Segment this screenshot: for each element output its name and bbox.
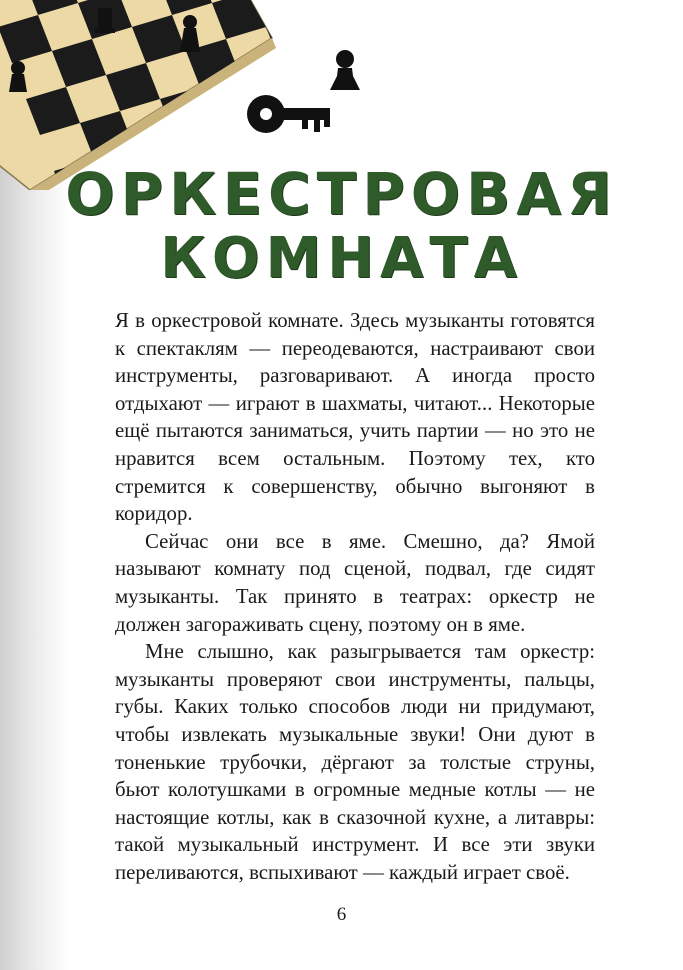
chapter-title-line-1: ОРКЕСТРОВАЯ [65, 160, 618, 228]
chapter-title-line-2: КОМНАТА [160, 226, 523, 291]
key-icon [244, 88, 334, 140]
paragraph: Сейчас они все в яме. Смешно, да? Ямой называют комнату под сценой, подвал, где сидят музыканты. Так принято в театрах: оркестр не должен загораживать сцену, поэтому он в яме. [115, 529, 595, 636]
rook-icon [95, 8, 115, 33]
paragraph: Мне слышно, как разыгрывается там оркестр: музыканты проверяют свои инструменты, пальцы, губы. Каких только способов люди ни придумают, чтобы извлекать музыкальные звуки! Они дуют в тоненькие трубочки, дёргают за толстые струны, бьют колотушками в огромные медные котлы — не настоящие котлы, как в сказочной кухне, а литавры: такой музыкальный инструмент. И все эти звуки переливаются, вспыхивают — каждый играет своё. [115, 640, 595, 884]
chapter-body [115, 307, 595, 886]
paragraph: Я в оркестровой комнате. Здесь музыканты готовятся к спектаклям — переодеваются, настраивают свои инструменты, разговаривают. А иногда просто отдыхают — играют в шахматы, читают... Некоторые ещё пытаются заниматься, учить партии — но это не нравится всем остальным. Поэтому тех, кто стремится к совершенству, обычно выгоняют в коридор. [115, 309, 595, 526]
pawn-icon [9, 61, 27, 92]
page-number: 6 [336, 904, 347, 925]
